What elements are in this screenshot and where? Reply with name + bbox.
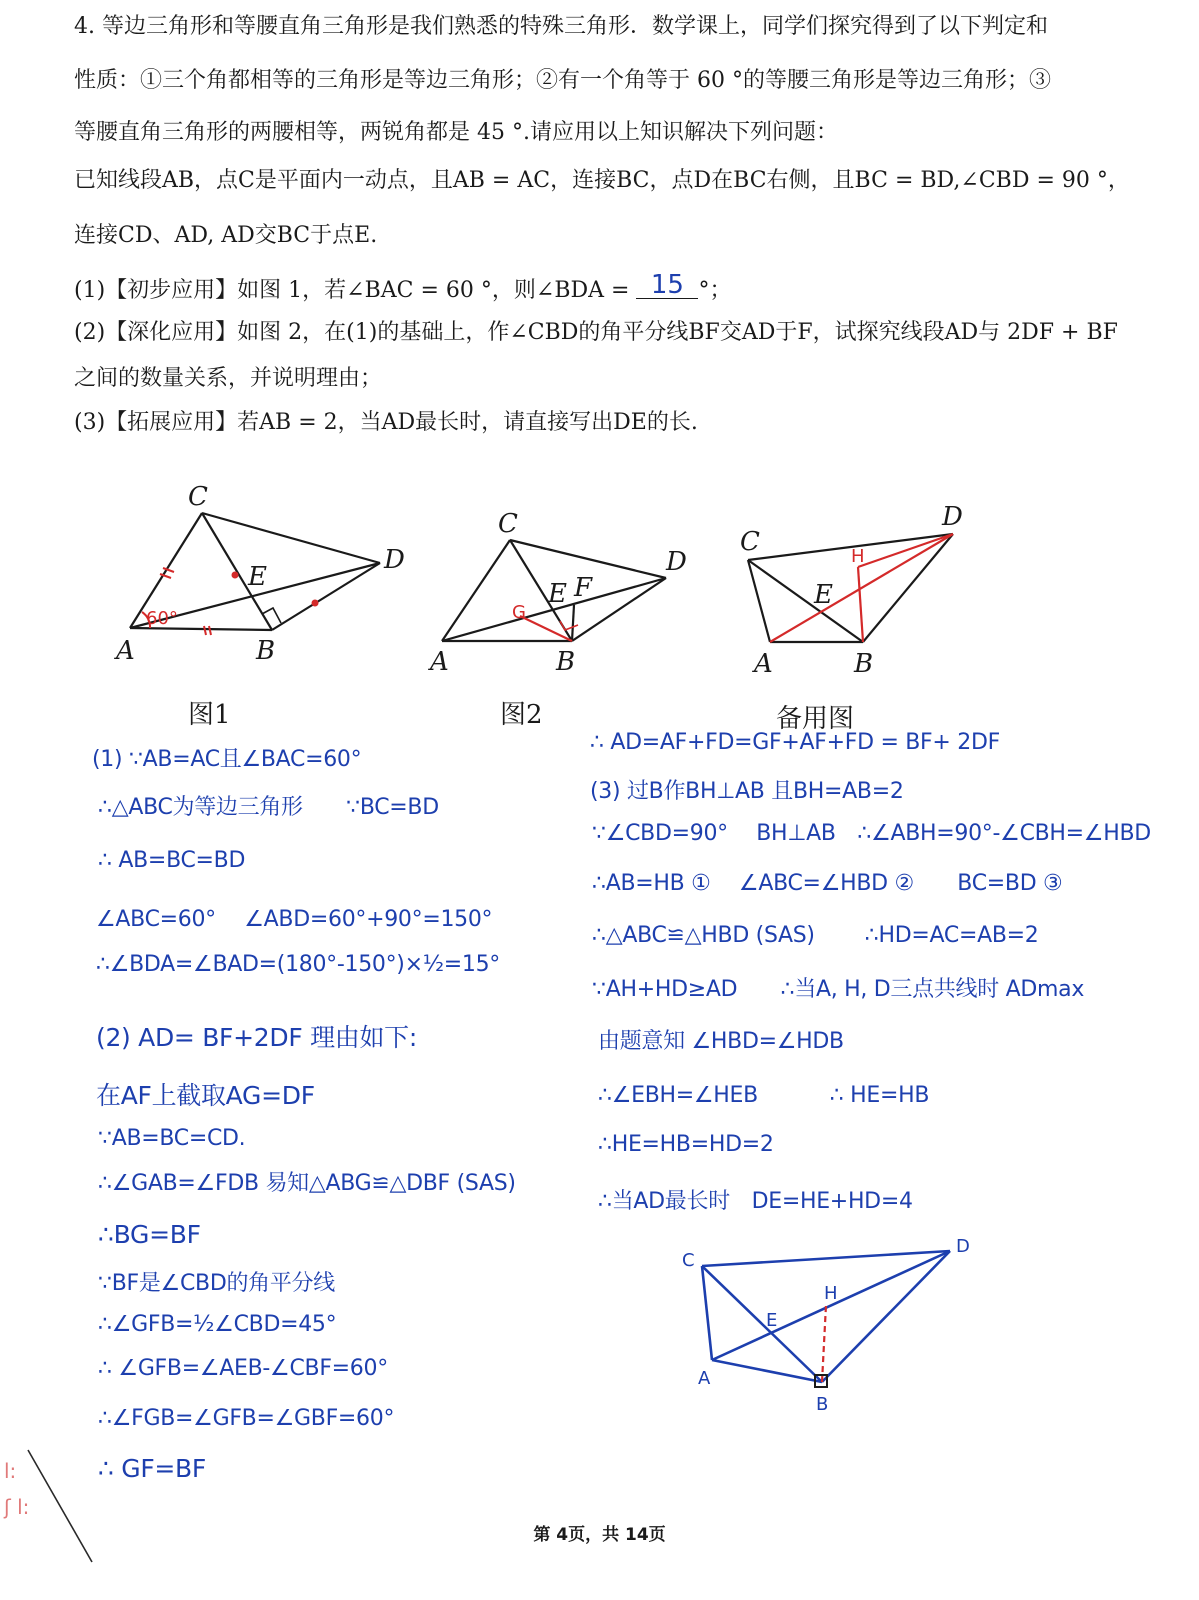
problem-line-3: 等腰直角三角形的两腰相等，两锐角都是 45 °.请应用以上知识解决下列问题： [74,120,838,145]
figure-1-caption: 图1 [188,700,231,730]
solution-left-line-9: ∴∠GAB=∠FDB 易知△ABG≌△DBF (SAS) [98,1171,516,1196]
hd-segment-cb [702,1266,822,1382]
solution-right-line-8: ∴∠EBH=∠HEB ∴ HE=HB [598,1083,930,1108]
hd-label-c: C [682,1250,695,1271]
problem-part-3: (3)【拓展应用】若AB = 2，当AD最长时，请直接写出DE的长. [74,410,698,435]
part1-answer: 15 [636,272,698,299]
problem-part-2-line-1: (2)【深化应用】如图 2，在(1)的基础上，作∠CBD的角平分线BF交AD于F，试探究线段AD与 2DF + BF [74,320,1118,345]
fig2-label-b: B [556,647,576,677]
fig1-right-angle-mark [262,608,281,623]
solution-left-line-3: ∴ AB=BC=BD [98,848,246,873]
solution-left-line-6: (2) AD= BF+2DF 理由如下: [96,1023,417,1052]
fig1-segment-bd [272,563,380,630]
hd-segment-bd [822,1251,950,1382]
fig2-label-a: A [430,647,449,677]
spare-label-c: C [740,527,760,557]
hd-label-b: B [816,1394,829,1415]
solution-left-line-2: ∴△ABC为等边三角形 ∵BC=BD [98,795,439,820]
figure-2-caption: 图2 [500,700,543,730]
fig2-label-c: C [498,509,518,539]
part1-suffix: °； [698,278,732,303]
solution-left-line-1: (1) ∵AB=AC且∠BAC=60° [92,747,362,772]
spare-label-d: D [942,502,963,532]
margin-scribble-line [28,1450,92,1562]
solution-left-line-8: ∵AB=BC=CD. [98,1126,246,1151]
fig2-label-f: F [574,573,593,603]
solution-left-line-14: ∴∠FGB=∠GFB=∠GBF=60° [98,1406,395,1431]
hd-label-a: A [698,1368,711,1389]
solution-right-line-3: ∵∠CBD=90° BH⊥AB ∴∠ABH=90°-∠CBH=∠HBD [592,821,1151,846]
solution-right-line-9: ∴HE=HB=HD=2 [598,1132,774,1157]
margin-scribble-mark-2: ʃ l: [4,1495,30,1519]
hd-segment-ab [712,1360,822,1382]
problem-line-5: 连接CD、AD, AD交BC于点E. [74,223,378,248]
spare-label-a: A [754,649,773,679]
spare-label-b: B [854,649,874,679]
hd-segment-ad [712,1251,950,1360]
spare-label-e: E [814,580,833,610]
fig2-label-d: D [666,547,687,577]
problem-line-4: 已知线段AB，点C是平面内一动点，且AB = AC，连接BC，点D在BC右侧，且BC = BD,∠CBD = 90 °， [74,168,1130,193]
fig1-label-e: E [248,562,267,592]
solution-right-line-1: ∴ AD=AF+FD=GF+AF+FD = BF+ 2DF [590,730,1000,755]
fig2-label-g: G [512,602,526,623]
margin-scribble-mark-1: l: [4,1459,17,1483]
fig1-label-c: C [188,482,208,512]
solution-left-line-10: ∴BG=BF [98,1220,201,1249]
solution-right-line-10: ∴当AD最长时 DE=HE+HD=4 [598,1189,913,1214]
hd-segment-ca [702,1266,712,1360]
spare-segment-bc [748,560,863,642]
page-footer: 第 4页，共 14页 [533,1525,666,1545]
solution-left-line-15: ∴ GF=BF [98,1454,206,1483]
hd-label-h: H [824,1283,838,1304]
solution-left-line-7: 在AF上截取AG=DF [96,1081,315,1110]
problem-line-1: 4. 等边三角形和等腰直角三角形是我们熟悉的特殊三角形．数学课上，同学们探究得到了以下判定和 [74,14,1048,39]
hd-label-e: E [766,1310,778,1331]
fig1-angle-60-note: 60° [146,608,178,629]
solution-right-line-4: ∴AB=HB ① ∠ABC=∠HBD ② BC=BD ③ [592,871,1063,896]
fig1-label-d: D [384,545,405,575]
spare-label-h: H [851,546,865,567]
solution-left-line-5: ∴∠BDA=∠BAD=(180°-150°)×½=15° [96,952,500,977]
solution-right-line-7: 由题意知 ∠HBD=∠HDB [598,1029,844,1054]
solution-right-line-5: ∴△ABC≌△HBD (SAS) ∴HD=AC=AB=2 [592,923,1039,948]
hd-label-d: D [956,1236,970,1257]
fig1-label-b: B [256,636,276,666]
problem-part-2-line-2: 之间的数量关系，并说明理由； [74,366,383,391]
solution-left-line-4: ∠ABC=60° ∠ABD=60°+90°=150° [96,907,493,932]
fig2-label-e: E [548,579,567,609]
hd-segment-cd [702,1251,950,1266]
fig2-bisector-bf [572,605,574,641]
solution-left-line-13: ∴ ∠GFB=∠AEB-∠CBF=60° [98,1356,388,1381]
hd-segment-bh-dashed [822,1305,826,1382]
problem-line-2: 性质：①三个角都相等的三角形是等边三角形；②有一个角等于 60 °的等腰三角形是等边三角形；③ [74,68,1051,93]
fig1-label-a: A [116,636,135,666]
part1-question: (1)【初步应用】如图 1，若∠BAC = 60 °，则∠BDA = [74,278,637,303]
solution-left-line-12: ∴∠GFB=½∠CBD=45° [98,1312,337,1337]
solution-left-line-11: ∵BF是∠CBD的角平分线 [98,1271,335,1296]
solution-right-line-6: ∵AH+HD≥AD ∴当A, H, D三点共线时 ADmax [592,977,1085,1002]
figure-spare-caption: 备用图 [776,704,855,734]
solution-right-line-2: (3) 过B作BH⊥AB 且BH=AB=2 [590,779,904,804]
